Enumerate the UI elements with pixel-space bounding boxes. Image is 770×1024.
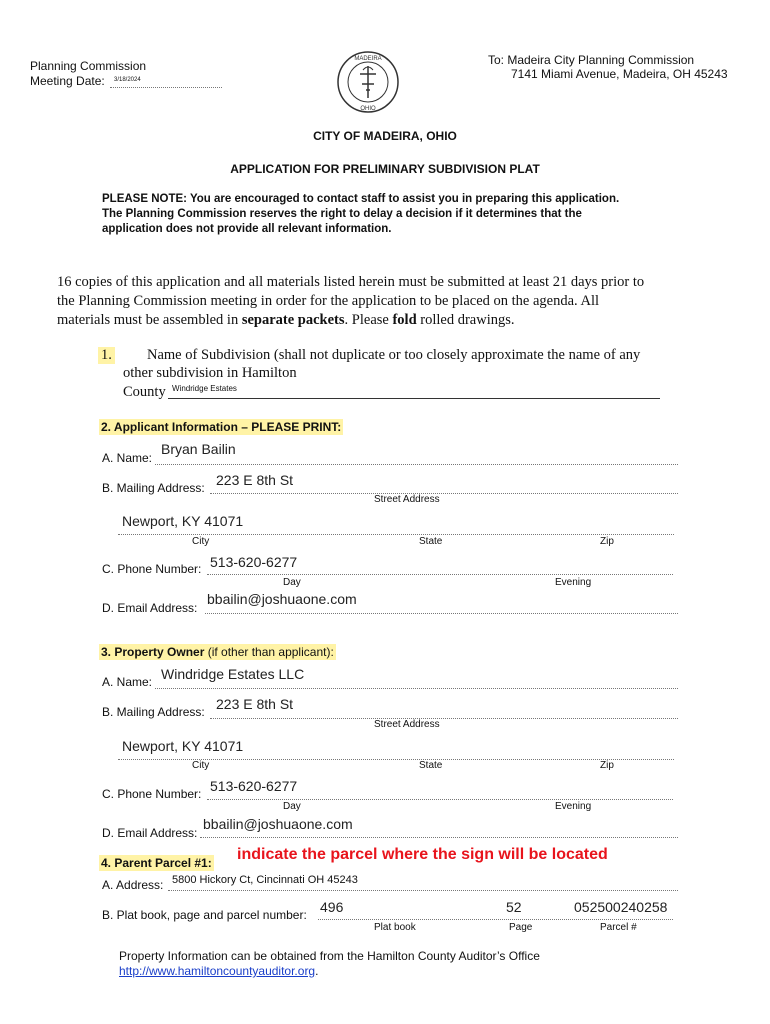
owner-email-line [200,837,678,838]
applicant-name-line [155,464,678,465]
auditor-link[interactable]: http://www.hamiltoncountyauditor.org [119,964,316,978]
parcel-annotation: indicate the parcel where the sign will be located [237,846,608,863]
owner-phone-line [207,799,673,800]
owner-name-field[interactable]: Windridge Estates LLC [161,666,305,682]
owner-email-label: D. Email Address: [102,826,198,840]
city-title: CITY OF MADEIRA, OHIO [313,129,457,143]
applicant-name-field[interactable]: Bryan Bailin [161,441,236,457]
owner-name-line [155,688,678,689]
applicant-name-label: A. Name: [102,451,153,465]
parcel-address-line [168,890,678,891]
owner-phone-field[interactable]: 513-620-6277 [210,778,298,794]
item-1-text-2: other subdivision in Hamilton [123,365,297,381]
owner-email-field[interactable]: bbailin@joshuaone.com [203,816,353,832]
applicant-street-field[interactable]: 223 E 8th St [216,472,294,488]
item-1-number: 1. [98,347,115,364]
form-title: APPLICATION FOR PRELIMINARY SUBDIVISION PLAT [230,162,540,176]
applicant-heading: 2. Applicant Information – PLEASE PRINT: [101,420,342,434]
seal-bottom-text: OHIO [360,106,376,112]
applicant-email-field[interactable]: bbailin@joshuaone.com [207,591,357,607]
city-caption: City [192,536,210,547]
owner-city-caption: City [192,760,210,771]
subdivision-name-value[interactable]: Windridge Estates [172,384,237,393]
state-caption: State [419,536,443,547]
intro-line-1: 16 copies of this application and all materials listed herein must be submitted at least 21 days prior to [57,274,645,290]
owner-state-caption: State [419,760,443,771]
city-seal-logo [336,50,400,114]
note-line-3: application does not provide all relevant information. [102,223,392,235]
plat-caption: Plat book [374,922,416,933]
plat-line [318,919,673,920]
page-caption: Page [509,922,533,933]
plat-label: B. Plat book, page and parcel number: [102,908,307,922]
intro-line-2: the Planning Commission meeting in order for the application to be placed on the agenda. All [57,293,600,309]
owner-phone-label: C. Phone Number: [102,787,202,801]
note-line-2: The Planning Commission reserves the right to delay a decision if it determines that the [102,208,582,220]
parcel-address-label: A. Address: [102,878,164,892]
parcel-heading: 4. Parent Parcel #1: [101,856,212,870]
parcel-number-field[interactable]: 052500240258 [574,899,668,915]
plat-book-field[interactable]: 496 [320,899,344,915]
intro-paragraph [57,273,757,330]
owner-day-caption: Day [283,801,301,812]
note-line-1: PLEASE NOTE: You are encouraged to contact staff to assist you in preparing this application. [102,193,620,205]
subdivision-name-line [168,398,660,399]
owner-zip-caption: Zip [600,760,614,771]
meeting-date-label: Meeting Date: [30,74,105,88]
evening-caption: Evening [555,577,592,588]
auditor-link-line [119,964,318,978]
zip-caption: Zip [600,536,614,547]
owner-city-field[interactable]: Newport, KY 41071 [122,738,244,754]
applicant-phone-field[interactable]: 513-620-6277 [210,554,298,570]
parcel-caption: Parcel # [600,922,637,933]
seal-top-text: MADEIRA [354,56,382,62]
to-line-1: To: Madeira City Planning Commission [488,53,695,67]
owner-street-caption: Street Address [374,719,440,730]
item-1-text-1: Name of Subdivision (shall not duplicate or too closely approximate the name of any [147,347,641,363]
applicant-phone-label: C. Phone Number: [102,562,202,576]
please-note [102,192,619,237]
owner-street-line [210,718,678,719]
applicant-city-line [118,534,674,535]
street-caption: Street Address [374,494,440,505]
owner-evening-caption: Evening [555,801,592,812]
item-1-text-3: County [123,384,166,400]
applicant-city-field[interactable]: Newport, KY 41071 [122,513,244,529]
owner-street-field[interactable]: 223 E 8th St [216,696,294,712]
intro-line-3: materials must be assembled in separate packets. Please fold rolled drawings. [57,312,515,328]
applicant-phone-line [207,574,673,575]
owner-name-label: A. Name: [102,675,153,689]
parcel-address-field[interactable]: 5800 Hickory Ct, Cincinnati OH 45243 [172,874,358,886]
owner-heading: 3. Property Owner (if other than applicant): [101,645,334,659]
link-suffix: . [315,964,319,978]
applicant-street-line [210,493,678,494]
meeting-date-line [110,87,222,88]
applicant-email-line [205,613,678,614]
meeting-date-value[interactable]: 3/18/2024 [114,77,141,83]
property-info-text: Property Information can be obtained from the Hamilton County Auditor’s Office [119,949,540,963]
planning-commission-label: Planning Commission [30,59,147,73]
applicant-email-label: D. Email Address: [102,601,198,615]
owner-address-label: B. Mailing Address: [102,705,205,719]
to-line-2: 7141 Miami Avenue, Madeira, OH 45243 [511,67,728,81]
page-field[interactable]: 52 [506,899,522,915]
day-caption: Day [283,577,301,588]
applicant-address-label: B. Mailing Address: [102,481,205,495]
